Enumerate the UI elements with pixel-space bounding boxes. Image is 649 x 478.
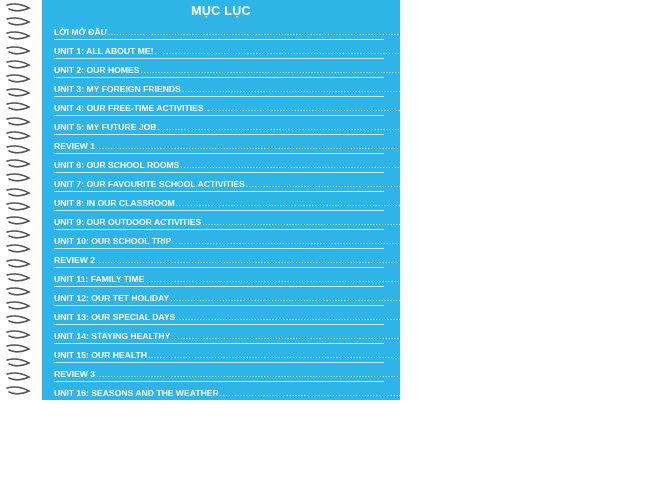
toc-entry (54, 421, 602, 440)
toc-dot-leader (108, 27, 501, 37)
toc-entry (54, 41, 553, 60)
toc-dot-leader (193, 426, 586, 436)
page-title: MỤC LỤC (191, 4, 251, 18)
toc-entry-label: UNIT 13: OUR SPECIAL DAYS (54, 311, 176, 322)
toc-entry-label: UNIT 20: OUR SUMMER HOLIDAYS (54, 463, 197, 474)
toc-entry-page-number: 157 (541, 349, 557, 360)
toc-entry (54, 269, 553, 288)
spiral-ring-icon (6, 344, 30, 353)
toc-entry-label: UNIT 2: OUR HOMES (54, 64, 140, 75)
spiral-ring-icon (6, 31, 30, 40)
toc-entry-page-number: 127 (563, 292, 579, 303)
toc-entry-page-number: 91 (595, 216, 606, 227)
spiral-ring-icon (6, 88, 30, 97)
toc-entry-page-number: 46 (551, 121, 561, 132)
toc-dot-leader (205, 103, 598, 113)
toc-dot-leader (246, 179, 639, 189)
toc-entry-page-number: 6 (548, 45, 553, 56)
spiral-ring-icon (6, 17, 30, 26)
toc-entry (54, 231, 581, 250)
toc-entry-page-number: 5 (501, 26, 507, 37)
toc-entry-label: UNIT 16: SEASONS AND THE WEATHER (54, 387, 219, 398)
spiral-ring-icon (6, 216, 30, 225)
spiral-ring-icon (6, 46, 30, 55)
toc-entry-page-number: 117 (538, 273, 553, 284)
toc-entry-page-number: 111 (489, 254, 504, 265)
toc-dot-leader (176, 312, 569, 322)
toc-list (54, 22, 649, 478)
toc-entry (54, 345, 557, 364)
toc-entry-label: UNIT 17: STORIES FOR CHILDREN (54, 406, 197, 417)
toc-entry-page-number: 81 (569, 197, 580, 208)
toc-entry-page-number: 26 (575, 83, 586, 94)
toc-dot-leader (96, 255, 489, 265)
toc-entry-page-number: 166 (489, 368, 505, 379)
toc-entry-page-number: 72 (639, 178, 649, 189)
spiral-ring-icon (6, 315, 30, 324)
spiral-ring-icon (6, 145, 30, 154)
toc-entry-page-number: 138 (570, 311, 585, 322)
toc-dot-leader (158, 122, 551, 132)
spiral-ring-icon (6, 301, 30, 310)
toc-entry-page-number: 147 (565, 330, 580, 341)
toc-entry (54, 288, 579, 307)
spiral-binding-icon (0, 0, 44, 400)
toc-entry-label: UNIT 4: OUR FREE-TIME ACTIVITIES (54, 102, 204, 113)
toc-entry-label: UNIT 8: IN OUR CLASSROOM (54, 197, 175, 208)
toc-entry-page-number: 214 (591, 463, 606, 474)
toc-entry-label: UNIT 18: MEANS OF TRANSPORT (54, 425, 193, 436)
toc-entry (54, 136, 500, 155)
spiral-ring-icon (6, 230, 30, 239)
toc-entry-page-number: 37 (598, 102, 608, 113)
spiral-ring-icon (6, 372, 30, 381)
spiral-ring-icon (6, 386, 30, 395)
toc-dot-leader (154, 46, 547, 56)
spiral-ring-icon (6, 102, 30, 111)
toc-entry-page-number: 62 (574, 159, 584, 170)
toc-entry (54, 459, 606, 478)
spiral-ring-icon (6, 74, 30, 83)
toc-entry-label: REVIEW 2 (54, 254, 96, 265)
toc-entry (54, 402, 606, 421)
toc-entry (54, 250, 504, 269)
spiral-ring-icon (6, 273, 30, 282)
toc-entry (54, 22, 507, 41)
toc-dot-leader (182, 84, 575, 94)
toc-entry-label: UNIT 9: OUR OUTDOOR ACTIVITIES (54, 216, 202, 227)
toc-entry-label: UNIT 15: OUR HEALTH (54, 349, 147, 360)
toc-entry (54, 117, 561, 136)
toc-dot-leader (170, 293, 563, 303)
toc-entry (54, 383, 628, 402)
toc-entry-label: UNIT 6: OUR SCHOOL ROOMS (54, 159, 180, 170)
toc-entry-label: UNIT 19: PLACES OF INTEREST (54, 444, 186, 455)
toc-entry (54, 155, 584, 174)
toc-dot-leader (197, 407, 590, 417)
toc-dot-leader (171, 331, 564, 341)
toc-entry-label: REVIEW 3 (54, 368, 96, 379)
toc-entry-label: LỜI MỞ ĐẦU (54, 26, 107, 37)
toc-dot-leader (148, 350, 541, 360)
toc-entry-label: UNIT 3: MY FOREIGN FRIENDS (54, 83, 181, 94)
toc-dot-leader (186, 445, 579, 455)
toc-dot-leader (96, 141, 489, 151)
toc-dot-leader (172, 236, 565, 246)
spiral-ring-icon (6, 188, 30, 197)
toc-dot-leader (140, 65, 533, 75)
toc-entry-page-number: 17 (534, 64, 544, 75)
toc-entry-label: UNIT 14: STAYING HEALTHY (54, 330, 171, 341)
toc-entry-page-number: 173 (613, 387, 628, 398)
spiral-ring-icon (6, 173, 30, 182)
toc-entry-page-number: 205 (580, 444, 595, 455)
spiral-ring-icon (6, 259, 30, 268)
toc-entry (54, 326, 580, 345)
toc-dot-leader (145, 274, 538, 284)
table-of-contents-panel (42, 0, 649, 474)
toc-entry (54, 193, 580, 212)
toc-entry (54, 174, 649, 193)
toc-entry-label: UNIT 12: OUR TET HOLIDAY (54, 292, 170, 303)
spiral-ring-icon (6, 358, 30, 367)
spiral-ring-icon (6, 3, 30, 12)
toc-entry-label: UNIT 5: MY FUTURE JOB (54, 121, 157, 132)
toc-entry-page-number: 56 (489, 140, 500, 151)
spiral-ring-icon (6, 131, 30, 140)
spiral-ring-icon (6, 159, 30, 168)
toc-entry (54, 212, 606, 231)
toc-entry (54, 60, 544, 79)
spiral-ring-icon (6, 202, 30, 211)
toc-entry-label: UNIT 10: OUR SCHOOL TRIP (54, 235, 172, 246)
toc-entry-page-number: 194 (587, 425, 602, 436)
toc-dot-leader (220, 388, 613, 398)
toc-dot-leader (176, 198, 569, 208)
toc-entry (54, 98, 608, 117)
toc-dot-leader (96, 369, 489, 379)
toc-entry-label: REVIEW 1 (54, 140, 96, 151)
toc-entry-label: UNIT 11: FAMILY TIME (54, 273, 145, 284)
toc-entry (54, 79, 586, 98)
toc-dot-leader (180, 160, 573, 170)
spiral-ring-icon (6, 287, 30, 296)
toc-entry (54, 307, 585, 326)
toc-entry-page-number: 184 (590, 406, 606, 417)
toc-entry (54, 364, 505, 383)
toc-entry-label: UNIT 7: OUR FAVOURITE SCHOOL ACTIVITIES (54, 178, 245, 189)
toc-dot-leader (198, 464, 591, 474)
spiral-ring-icon (6, 244, 30, 253)
toc-entry-label: UNIT 1: ALL ABOUT ME! (54, 45, 154, 56)
spiral-ring-icon (6, 330, 30, 339)
toc-entry (54, 440, 595, 459)
toc-entry-page-number: 102 (566, 235, 581, 246)
spiral-ring-icon (6, 117, 30, 126)
toc-dot-leader (202, 217, 595, 227)
spiral-ring-icon (6, 60, 30, 69)
